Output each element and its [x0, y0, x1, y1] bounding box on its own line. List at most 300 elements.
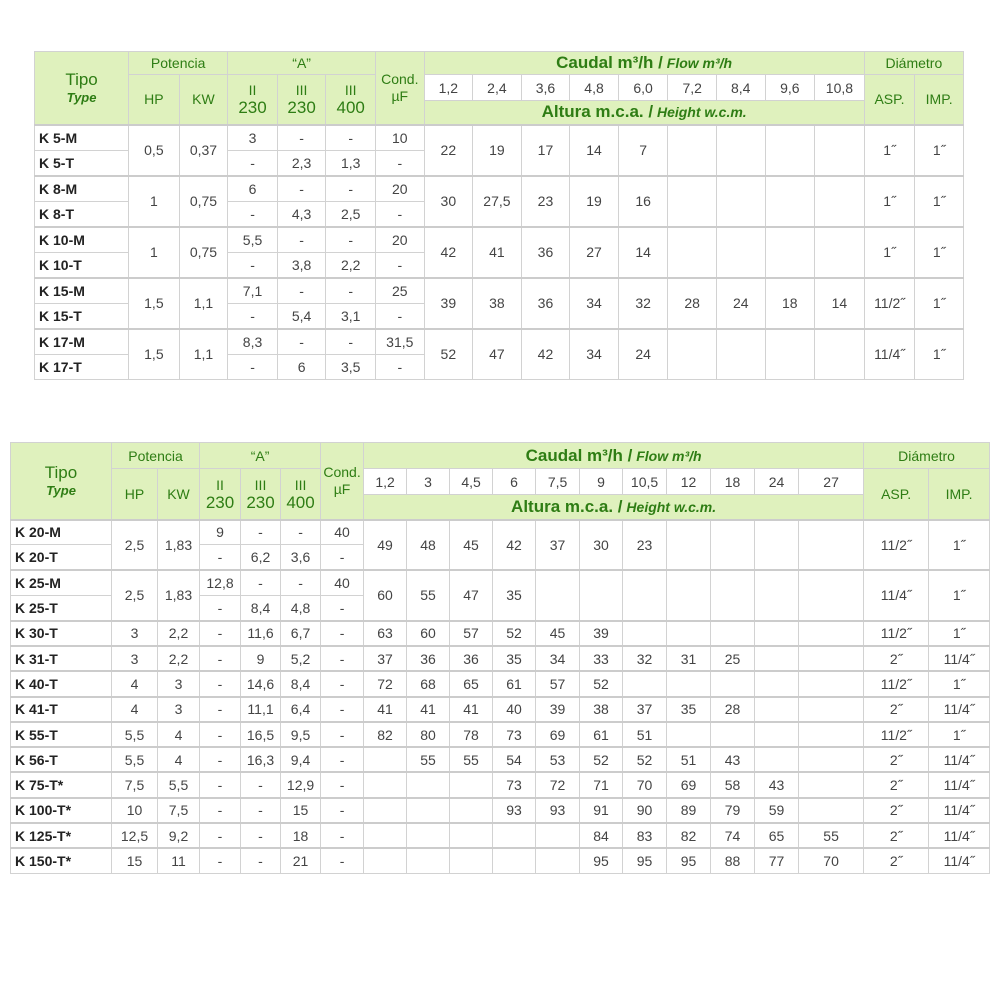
- height-value: 80: [407, 722, 450, 747]
- height-value: 52: [580, 747, 623, 772]
- height-value: 52: [424, 329, 473, 380]
- height-value: 42: [521, 329, 570, 380]
- height-value: [711, 722, 755, 747]
- height-value: 90: [623, 798, 667, 823]
- header-amp-col: [200, 469, 241, 520]
- amp-iii-400: -: [281, 520, 321, 545]
- kw-value: 7,5: [158, 798, 200, 823]
- height-value: [815, 227, 865, 278]
- header-kw: KW: [179, 75, 228, 125]
- kw-value: 5,5: [158, 772, 200, 797]
- height-value: 27: [570, 227, 619, 278]
- type-label: Type: [66, 90, 97, 106]
- amp-iii-400: 3,6: [281, 545, 321, 570]
- model-name: K 20-T: [11, 545, 112, 570]
- asp-value: 2˝: [864, 798, 929, 823]
- amp-iii-400: 5,2: [281, 646, 321, 671]
- height-value: 84: [580, 823, 623, 848]
- kw-value: 4: [158, 747, 200, 772]
- height-value: 40: [493, 697, 536, 722]
- height-value: 41: [450, 697, 493, 722]
- amp-iii-230: -: [277, 125, 326, 151]
- imp-value: 11/4˝: [929, 848, 990, 873]
- height-value: [407, 823, 450, 848]
- height-label: Height w.c.m.: [656, 104, 747, 121]
- model-name: K 10-T: [35, 252, 129, 278]
- amp-iii-400: -: [326, 227, 376, 253]
- amp-iii-400: -: [326, 278, 376, 304]
- table-row: [11, 646, 990, 671]
- header-hp: HP: [129, 75, 180, 125]
- amp-iii-230: -: [241, 570, 281, 595]
- voltage-label: 400: [336, 98, 365, 118]
- amp-ii-230: -: [200, 545, 241, 570]
- imp-value: 1˝: [929, 520, 990, 571]
- height-value: 48: [407, 520, 450, 571]
- height-value: [815, 329, 865, 380]
- header-caudal: [424, 52, 864, 75]
- kw-value: 1,83: [158, 570, 200, 621]
- flow-value: 10,5: [623, 469, 667, 495]
- height-value: 38: [473, 278, 522, 329]
- header-amp-col: [277, 75, 326, 125]
- imp-value: 11/4˝: [929, 747, 990, 772]
- hp-value: 3: [112, 646, 158, 671]
- height-value: [450, 798, 493, 823]
- height-value: 34: [570, 278, 619, 329]
- height-value: 34: [536, 646, 580, 671]
- header-asp: ASP.: [864, 469, 929, 520]
- flow-value: 24: [755, 469, 799, 495]
- amp-ii-230: -: [200, 697, 241, 722]
- tipo-label: Tipo: [65, 70, 98, 90]
- height-value: [364, 747, 407, 772]
- table-row: [11, 848, 990, 873]
- height-value: [815, 176, 865, 227]
- model-name: K 150-T*: [11, 848, 112, 873]
- height-value: 27,5: [473, 176, 522, 227]
- table-row: [35, 278, 964, 304]
- imp-value: 1˝: [929, 722, 990, 747]
- voltage-label: 230: [287, 98, 316, 118]
- height-value: 91: [580, 798, 623, 823]
- height-value: [799, 697, 864, 722]
- amp-iii-400: -: [326, 125, 376, 151]
- height-value: 93: [536, 798, 580, 823]
- kw-value: 4: [158, 722, 200, 747]
- header-amperage: “A”: [228, 52, 376, 75]
- height-value: 89: [667, 798, 711, 823]
- model-name: K 100-T*: [11, 798, 112, 823]
- height-value: 60: [407, 621, 450, 646]
- flow-value: 12: [667, 469, 711, 495]
- hp-value: 1: [129, 227, 180, 278]
- altura-label: Altura m.c.a. /: [541, 102, 654, 122]
- amp-ii-230: -: [228, 252, 278, 278]
- flow-value: 4,8: [570, 75, 619, 101]
- amp-iii-230: 14,6: [241, 671, 281, 696]
- height-value: [755, 646, 799, 671]
- hp-value: 15: [112, 848, 158, 873]
- table-row: [35, 329, 964, 355]
- cond-value: -: [321, 848, 364, 873]
- height-value: [755, 570, 799, 621]
- height-value: 72: [536, 772, 580, 797]
- flow-value: 27: [799, 469, 864, 495]
- amp-ii-230: -: [200, 772, 241, 797]
- height-value: 73: [493, 722, 536, 747]
- header-cond: [321, 443, 364, 520]
- height-value: 55: [450, 747, 493, 772]
- height-value: 95: [623, 848, 667, 873]
- imp-value: 1˝: [915, 125, 964, 176]
- height-value: 52: [580, 671, 623, 696]
- model-name: K 41-T: [11, 697, 112, 722]
- amp-iii-230: -: [241, 798, 281, 823]
- amp-iii-400: 1,3: [326, 150, 376, 176]
- height-value: 36: [521, 227, 570, 278]
- height-value: [711, 520, 755, 571]
- imp-value: 1˝: [915, 329, 964, 380]
- height-value: 42: [424, 227, 473, 278]
- voltage-label: 230: [246, 492, 275, 512]
- amp-iii-400: 18: [281, 823, 321, 848]
- cond-value: -: [321, 671, 364, 696]
- amp-ii-230: -: [200, 646, 241, 671]
- imp-value: 11/4˝: [929, 646, 990, 671]
- phase-label: III: [344, 82, 357, 99]
- caudal-label: Caudal m³/h /: [525, 445, 633, 465]
- header-amperage: “A”: [200, 443, 321, 469]
- height-value: 14: [618, 227, 668, 278]
- asp-value: 11/4˝: [864, 329, 915, 380]
- amp-iii-230: -: [277, 227, 326, 253]
- height-value: 35: [667, 697, 711, 722]
- height-value: [755, 621, 799, 646]
- height-value: [667, 570, 711, 621]
- height-value: 59: [755, 798, 799, 823]
- cond-value: 25: [376, 278, 425, 304]
- hp-value: 5,5: [112, 722, 158, 747]
- flow-value: 6: [493, 469, 536, 495]
- amp-ii-230: 9: [200, 520, 241, 545]
- height-value: [623, 621, 667, 646]
- imp-value: 11/4˝: [929, 772, 990, 797]
- height-value: [799, 798, 864, 823]
- amp-iii-400: -: [281, 570, 321, 595]
- height-value: 88: [711, 848, 755, 873]
- cond-value: 40: [321, 570, 364, 595]
- amp-ii-230: -: [200, 823, 241, 848]
- model-name: K 8-T: [35, 201, 129, 227]
- height-value: [668, 227, 717, 278]
- height-value: 45: [536, 621, 580, 646]
- amp-iii-400: -: [326, 176, 376, 202]
- asp-value: 2˝: [864, 848, 929, 873]
- cond-label: Cond.: [381, 70, 419, 87]
- asp-value: 2˝: [864, 646, 929, 671]
- kw-value: 1,1: [179, 278, 228, 329]
- height-value: 51: [667, 747, 711, 772]
- amp-iii-400: 4,8: [281, 595, 321, 620]
- cond-unit: µF: [391, 87, 409, 104]
- imp-value: 1˝: [915, 227, 964, 278]
- header-tipo: [11, 443, 112, 520]
- cond-value: 31,5: [376, 329, 425, 355]
- height-value: 70: [799, 848, 864, 873]
- header-amp-col: [326, 75, 376, 125]
- hp-value: 2,5: [112, 570, 158, 621]
- height-value: [580, 570, 623, 621]
- height-value: [755, 671, 799, 696]
- asp-value: 1˝: [864, 227, 915, 278]
- amp-iii-230: 11,6: [241, 621, 281, 646]
- height-value: [716, 125, 765, 176]
- height-value: 45: [450, 520, 493, 571]
- height-value: 37: [623, 697, 667, 722]
- model-name: K 75-T*: [11, 772, 112, 797]
- cond-value: -: [321, 747, 364, 772]
- model-name: K 5-T: [35, 150, 129, 176]
- amp-iii-230: 5,4: [277, 303, 326, 329]
- height-value: [493, 848, 536, 873]
- kw-value: 2,2: [158, 621, 200, 646]
- height-value: 41: [407, 697, 450, 722]
- height-value: 72: [364, 671, 407, 696]
- amp-iii-400: 15: [281, 798, 321, 823]
- amp-iii-400: 12,9: [281, 772, 321, 797]
- kw-value: 0,37: [179, 125, 228, 176]
- cond-label: Cond.: [323, 463, 361, 480]
- asp-value: 1˝: [864, 176, 915, 227]
- pump-table-2: [10, 442, 990, 874]
- height-value: 53: [536, 747, 580, 772]
- imp-value: 1˝: [915, 176, 964, 227]
- table-row: [35, 227, 964, 253]
- height-value: 30: [424, 176, 473, 227]
- height-value: [716, 176, 765, 227]
- header-imp: IMP.: [929, 469, 990, 520]
- height-value: [364, 823, 407, 848]
- height-value: 24: [618, 329, 668, 380]
- model-name: K 17-T: [35, 354, 129, 380]
- model-name: K 15-T: [35, 303, 129, 329]
- flow-value: 9,6: [765, 75, 815, 101]
- hp-value: 1: [129, 176, 180, 227]
- amp-iii-400: 3,1: [326, 303, 376, 329]
- tipo-label: Tipo: [44, 463, 78, 483]
- amp-ii-230: 12,8: [200, 570, 241, 595]
- height-value: 43: [711, 747, 755, 772]
- height-value: [536, 570, 580, 621]
- table-row: [11, 697, 990, 722]
- hp-value: 12,5: [112, 823, 158, 848]
- amp-iii-230: -: [241, 848, 281, 873]
- table-row: [35, 125, 964, 151]
- amp-ii-230: -: [200, 595, 241, 620]
- height-value: 24: [716, 278, 765, 329]
- height-value: [623, 570, 667, 621]
- height-value: 36: [521, 278, 570, 329]
- cond-value: -: [321, 595, 364, 620]
- height-value: 41: [364, 697, 407, 722]
- flow-value: 7,2: [668, 75, 717, 101]
- height-value: 74: [711, 823, 755, 848]
- header-diametro: Diámetro: [864, 443, 990, 469]
- height-value: [668, 125, 717, 176]
- height-value: 37: [364, 646, 407, 671]
- height-value: 14: [570, 125, 619, 176]
- amp-ii-230: -: [228, 354, 278, 380]
- model-name: K 25-T: [11, 595, 112, 620]
- height-value: 43: [755, 772, 799, 797]
- voltage-label: 230: [205, 492, 235, 512]
- amp-iii-230: 8,4: [241, 595, 281, 620]
- asp-value: 11/4˝: [864, 570, 929, 621]
- amp-iii-230: -: [241, 520, 281, 545]
- table-row: [11, 671, 990, 696]
- phase-label: III: [254, 476, 267, 493]
- height-value: 38: [580, 697, 623, 722]
- hp-value: 10: [112, 798, 158, 823]
- height-value: 23: [623, 520, 667, 571]
- height-value: 39: [580, 621, 623, 646]
- height-value: [667, 671, 711, 696]
- model-name: K 10-M: [35, 227, 129, 253]
- table-row: [11, 520, 990, 545]
- height-value: 25: [711, 646, 755, 671]
- amp-iii-230: 11,1: [241, 697, 281, 722]
- height-value: 79: [711, 798, 755, 823]
- height-value: 55: [407, 747, 450, 772]
- height-value: [755, 722, 799, 747]
- cond-value: -: [376, 150, 425, 176]
- cond-unit: µF: [333, 480, 351, 497]
- amp-ii-230: 5,5: [228, 227, 278, 253]
- hp-value: 0,5: [129, 125, 180, 176]
- height-value: 93: [493, 798, 536, 823]
- height-value: 14: [815, 278, 865, 329]
- height-value: 32: [618, 278, 668, 329]
- hp-value: 3: [112, 621, 158, 646]
- height-value: 60: [364, 570, 407, 621]
- kw-value: 0,75: [179, 176, 228, 227]
- height-value: 65: [450, 671, 493, 696]
- height-value: [407, 848, 450, 873]
- height-value: 77: [755, 848, 799, 873]
- header-caudal: [364, 443, 864, 469]
- header-altura: [364, 495, 864, 520]
- height-value: 18: [765, 278, 815, 329]
- height-value: 70: [623, 772, 667, 797]
- height-value: [799, 621, 864, 646]
- cond-value: 20: [376, 227, 425, 253]
- height-value: [765, 176, 815, 227]
- asp-value: 1˝: [864, 125, 915, 176]
- header-amp-col: [228, 75, 278, 125]
- phase-label: II: [216, 476, 224, 493]
- phase-label: III: [294, 476, 307, 493]
- asp-value: 11/2˝: [864, 722, 929, 747]
- height-value: 65: [755, 823, 799, 848]
- asp-value: 2˝: [864, 747, 929, 772]
- height-value: 55: [799, 823, 864, 848]
- height-value: 34: [570, 329, 619, 380]
- header-potencia: Potencia: [129, 52, 228, 75]
- amp-ii-230: -: [200, 747, 241, 772]
- amp-iii-230: 16,3: [241, 747, 281, 772]
- height-value: [667, 520, 711, 571]
- flow-value: 9: [580, 469, 623, 495]
- flow-value: 8,4: [716, 75, 765, 101]
- hp-value: 4: [112, 697, 158, 722]
- table-row: [11, 772, 990, 797]
- kw-value: 9,2: [158, 823, 200, 848]
- header-amp-col: [241, 469, 281, 520]
- flow-value: 6,0: [618, 75, 668, 101]
- height-value: [799, 646, 864, 671]
- amp-ii-230: 6: [228, 176, 278, 202]
- flow-value: 3: [407, 469, 450, 495]
- height-value: 19: [473, 125, 522, 176]
- cond-value: -: [321, 722, 364, 747]
- height-value: 36: [407, 646, 450, 671]
- header-potencia: Potencia: [112, 443, 200, 469]
- height-value: [716, 227, 765, 278]
- cond-value: -: [376, 201, 425, 227]
- model-name: K 31-T: [11, 646, 112, 671]
- height-value: [450, 823, 493, 848]
- flow-value: 1,2: [424, 75, 473, 101]
- cond-value: -: [376, 252, 425, 278]
- amp-iii-400: 9,4: [281, 747, 321, 772]
- amp-iii-230: 3,8: [277, 252, 326, 278]
- height-value: [407, 772, 450, 797]
- kw-value: 1,83: [158, 520, 200, 571]
- height-value: [711, 621, 755, 646]
- cond-value: -: [321, 697, 364, 722]
- amp-iii-400: 2,5: [326, 201, 376, 227]
- height-value: [450, 772, 493, 797]
- height-value: 95: [667, 848, 711, 873]
- type-label: Type: [46, 483, 76, 499]
- height-value: [799, 671, 864, 696]
- amp-iii-400: 2,2: [326, 252, 376, 278]
- amp-iii-400: 9,5: [281, 722, 321, 747]
- cond-value: 40: [321, 520, 364, 545]
- amp-ii-230: -: [200, 621, 241, 646]
- amp-iii-400: 21: [281, 848, 321, 873]
- model-name: K 15-M: [35, 278, 129, 304]
- imp-value: 1˝: [929, 570, 990, 621]
- height-value: 47: [473, 329, 522, 380]
- flow-value: 4,5: [450, 469, 493, 495]
- height-value: [765, 125, 815, 176]
- amp-iii-230: -: [277, 176, 326, 202]
- table-row: [11, 570, 990, 595]
- header-imp: IMP.: [915, 75, 964, 125]
- model-name: K 5-M: [35, 125, 129, 151]
- height-value: 37: [536, 520, 580, 571]
- height-value: 28: [711, 697, 755, 722]
- asp-value: 11/2˝: [864, 671, 929, 696]
- header-kw: KW: [158, 469, 200, 520]
- amp-iii-230: 6,2: [241, 545, 281, 570]
- height-value: [815, 125, 865, 176]
- height-value: 82: [667, 823, 711, 848]
- height-value: [799, 520, 864, 571]
- kw-value: 3: [158, 697, 200, 722]
